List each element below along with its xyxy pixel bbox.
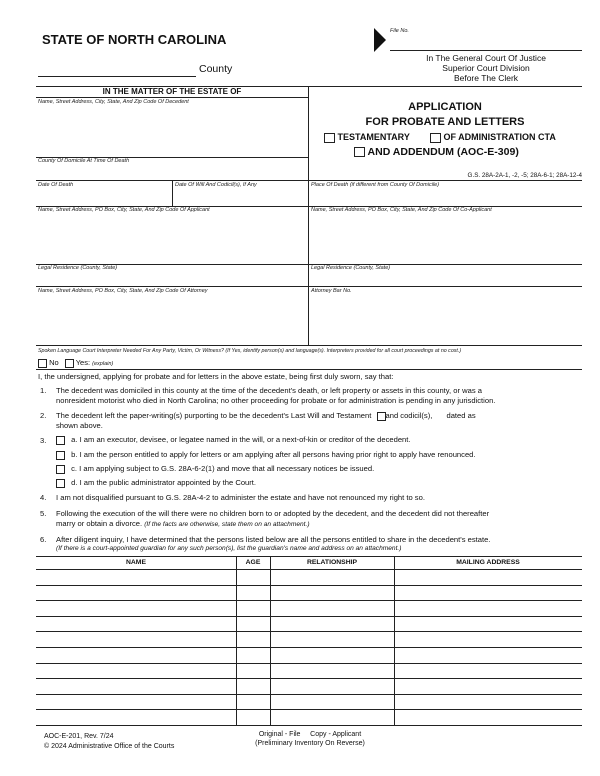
place-of-death-label: Place Of Death (if different from County Of Domicile) bbox=[311, 182, 440, 188]
item-5-line-1: Following the execution of the will there were no children born to or adopted by the decedent, and the decedent did not thereafter bbox=[56, 509, 490, 518]
interpreter-yes-checkbox[interactable] bbox=[65, 359, 74, 368]
date-of-death-field[interactable] bbox=[37, 190, 171, 205]
table-cell[interactable] bbox=[238, 571, 268, 583]
attorney-field[interactable] bbox=[37, 296, 307, 344]
state-title: STATE OF NORTH CAROLINA bbox=[42, 32, 227, 47]
table-cell[interactable] bbox=[38, 618, 234, 630]
applicant-label: Name, Street Address, PO Box, City, State, And Zip Code Of Applicant bbox=[38, 207, 210, 213]
inventory-note: (Preliminary Inventory On Reverse) bbox=[255, 740, 365, 747]
table-row-divider bbox=[36, 616, 582, 617]
table-row-divider bbox=[36, 600, 582, 601]
item-3c-text: c. I am applying subject to G.S. 28A-6-2(1) and move that all necessary notices be issued. bbox=[71, 464, 375, 473]
table-cell[interactable] bbox=[272, 602, 392, 614]
co-legal-residence-label: Legal Residence (County, State) bbox=[311, 265, 391, 271]
court-line-1: In The General Court Of Justice bbox=[426, 53, 546, 63]
table-cell[interactable] bbox=[238, 602, 268, 614]
table-cell[interactable] bbox=[396, 665, 580, 677]
table-cell[interactable] bbox=[272, 618, 392, 630]
table-cell[interactable] bbox=[238, 618, 268, 630]
table-cell[interactable] bbox=[38, 680, 234, 692]
table-row-divider bbox=[36, 663, 582, 664]
county-line[interactable] bbox=[38, 76, 196, 77]
codicil-checkbox[interactable] bbox=[377, 412, 386, 421]
item-3-number: 3. bbox=[40, 436, 47, 445]
bar-no-label: Attorney Bar No. bbox=[311, 288, 352, 294]
age-column-header: AGE bbox=[245, 559, 261, 566]
name-column-header: NAME bbox=[125, 559, 146, 566]
addendum-label: AND ADDENDUM (AOC-E-309) bbox=[367, 146, 519, 158]
file-no-line[interactable] bbox=[390, 50, 582, 51]
explain-hint: (explain) bbox=[92, 361, 114, 367]
table-cell[interactable] bbox=[272, 665, 392, 677]
date-of-death-label: Date Of Death bbox=[38, 182, 74, 188]
date-of-will-field[interactable] bbox=[173, 190, 307, 205]
item-3d-checkbox[interactable] bbox=[56, 479, 65, 488]
table-row-divider bbox=[36, 709, 582, 710]
decedent-label: Name, Street Address, City, State, And Zip Code Of Decedent bbox=[38, 99, 189, 105]
table-cell[interactable] bbox=[396, 602, 580, 614]
date-of-will-label: Date Of Will And Codicil(s), If Any bbox=[175, 182, 257, 188]
table-row-divider bbox=[36, 569, 582, 570]
item-4-number: 4. bbox=[40, 493, 47, 502]
domicile-field[interactable] bbox=[37, 166, 307, 180]
item-2-line-2: shown above. bbox=[56, 421, 103, 430]
intro-statement: I, the undersigned, applying for probate and for letters in the above estate, being first duly sworn, say that: bbox=[38, 372, 394, 381]
interpreter-no-label: No bbox=[49, 358, 59, 367]
table-cell[interactable] bbox=[38, 587, 234, 599]
table-row-divider bbox=[36, 678, 582, 679]
testamentary-checkbox[interactable] bbox=[324, 133, 335, 143]
table-cell[interactable] bbox=[238, 711, 268, 723]
coapplicant-label: Name, Street Address, PO Box, City, State, And Zip Code Of Co-Applicant bbox=[311, 207, 492, 213]
statute-reference: G.S. 28A-2A-1, -2, -5; 28A-6-1; 28A-12-4 bbox=[467, 172, 582, 179]
item-6-number: 6. bbox=[40, 535, 47, 544]
table-cell[interactable] bbox=[396, 649, 580, 661]
table-cell[interactable] bbox=[396, 680, 580, 692]
item-3c-checkbox[interactable] bbox=[56, 465, 65, 474]
item-5-note: (If the facts are otherwise, state them on an attachment.) bbox=[144, 521, 310, 528]
item-2-text: The decedent left the paper-writing(s) purporting to be the decedent's Last Will and Testament bbox=[56, 411, 372, 420]
table-cell[interactable] bbox=[238, 680, 268, 692]
table-cell[interactable] bbox=[396, 571, 580, 583]
table-cell[interactable] bbox=[396, 711, 580, 723]
decedent-field[interactable] bbox=[37, 108, 307, 156]
item-3a-checkbox[interactable] bbox=[56, 436, 65, 445]
domicile-label: County Of Domicile At Time Of Death bbox=[38, 158, 130, 164]
addendum-checkbox[interactable] bbox=[354, 147, 365, 157]
testamentary-label: TESTAMENTARY bbox=[337, 132, 410, 142]
table-cell[interactable] bbox=[272, 680, 392, 692]
table-row-divider bbox=[36, 585, 582, 586]
table-cell[interactable] bbox=[272, 696, 392, 708]
item-4-text: I am not disqualified pursuant to G.S. 28A-4-2 to administer the estate and have not renounced my right to so. bbox=[56, 493, 425, 502]
address-column-header: MAILING ADDRESS bbox=[456, 559, 520, 566]
copy-distribution: Original - File Copy - Applicant bbox=[258, 731, 362, 738]
codicil-label: and codicil(s), bbox=[385, 411, 433, 420]
table-row-divider bbox=[36, 694, 582, 695]
table-cell[interactable] bbox=[272, 633, 392, 645]
table-cell[interactable] bbox=[38, 665, 234, 677]
table-cell[interactable] bbox=[272, 649, 392, 661]
attorney-label: Name, Street Address, PO Box, City, State, And Zip Code Of Attorney bbox=[38, 288, 208, 294]
estate-heading: IN THE MATTER OF THE ESTATE OF bbox=[102, 87, 242, 96]
form-number: AOC-E-201, Rev. 7/24 bbox=[44, 733, 114, 740]
item-1-number: 1. bbox=[40, 386, 47, 395]
item-3b-checkbox[interactable] bbox=[56, 451, 65, 460]
table-cell[interactable] bbox=[38, 602, 234, 614]
administration-cta-label: OF ADMINISTRATION CTA bbox=[443, 132, 556, 142]
interpreter-no-checkbox[interactable] bbox=[38, 359, 47, 368]
legal-residence-field[interactable] bbox=[37, 273, 307, 285]
table-cell[interactable] bbox=[396, 618, 580, 630]
table-cell[interactable] bbox=[238, 587, 268, 599]
item-3a-text: a. I am an executor, devisee, or legatee named in the will, or a next-of-kin or creditor of the decedent. bbox=[71, 435, 411, 444]
legal-residence-label: Legal Residence (County, State) bbox=[38, 265, 118, 271]
item-1-line-2: nonresident motorist who died in North Carolina; no other proceeding for probate or for administration is pending in any jurisdiction. bbox=[56, 396, 496, 405]
table-cell[interactable] bbox=[238, 633, 268, 645]
file-arrow-icon bbox=[374, 28, 386, 52]
table-cell[interactable] bbox=[238, 649, 268, 661]
co-legal-residence-field[interactable] bbox=[309, 273, 581, 285]
table-row-divider bbox=[36, 647, 582, 648]
table-cell[interactable] bbox=[272, 571, 392, 583]
dated-as-label: dated as bbox=[446, 411, 476, 420]
table-cell[interactable] bbox=[396, 696, 580, 708]
table-cell[interactable] bbox=[396, 633, 580, 645]
item-3d-text: d. I am the public administrator appointed by the Court. bbox=[71, 478, 257, 487]
item-2-number: 2. bbox=[40, 411, 47, 420]
application-subtitle: FOR PROBATE AND LETTERS bbox=[365, 116, 525, 128]
bar-no-field[interactable] bbox=[309, 296, 581, 344]
table-cell[interactable] bbox=[272, 587, 392, 599]
county-label: County bbox=[199, 63, 233, 75]
court-line-2: Superior Court Division bbox=[442, 63, 530, 73]
table-cell[interactable] bbox=[38, 571, 234, 583]
table-cell[interactable] bbox=[38, 696, 234, 708]
item-5-line-2: marry or obtain a divorce. bbox=[56, 519, 143, 528]
application-title: APPLICATION bbox=[408, 101, 482, 113]
coapplicant-field[interactable] bbox=[309, 215, 581, 263]
item-1-line-1: The decedent was domiciled in this county at the time of the decedent's death, or left property or assets in this county, or was a bbox=[56, 386, 482, 395]
applicant-field[interactable] bbox=[37, 215, 307, 263]
court-line-3: Before The Clerk bbox=[453, 73, 519, 83]
item-6-line-1: After diligent inquiry, I have determined that the persons listed below are all the persons entitled to share in the decedent's estate. bbox=[56, 535, 491, 544]
table-cell[interactable] bbox=[38, 649, 234, 661]
file-no-label: File No. bbox=[390, 28, 409, 34]
relationship-column-header: RELATIONSHIP bbox=[306, 559, 358, 566]
place-of-death-field[interactable] bbox=[309, 190, 581, 205]
item-5-number: 5. bbox=[40, 509, 47, 518]
item-3b-text: b. I am the person entitled to apply for letters or am applying after all persons having prior right to apply have renounced. bbox=[71, 450, 476, 459]
interpreter-question: Spoken Language Court Interpreter Needed For Any Party, Victim, Or Witness? (If Yes, identify person(s) and language(s). Interpreters provided for all court proceedings at no cost.) bbox=[38, 348, 462, 354]
copyright: © 2024 Administrative Office of the Courts bbox=[44, 743, 175, 750]
table-cell[interactable] bbox=[38, 711, 234, 723]
table-cell[interactable] bbox=[272, 711, 392, 723]
table-cell[interactable] bbox=[238, 696, 268, 708]
table-cell[interactable] bbox=[238, 665, 268, 677]
interpreter-yes-label: Yes: bbox=[75, 358, 91, 367]
table-row-divider bbox=[36, 631, 582, 632]
table-cell[interactable] bbox=[38, 633, 234, 645]
table-cell[interactable] bbox=[396, 587, 580, 599]
interpreter-explain-line[interactable] bbox=[36, 369, 582, 370]
administration-cta-checkbox[interactable] bbox=[430, 133, 441, 143]
item-6-note: (If there is a court-appointed guardian for any such person(s), list the guardian's name and address on an attachment.) bbox=[56, 545, 402, 552]
